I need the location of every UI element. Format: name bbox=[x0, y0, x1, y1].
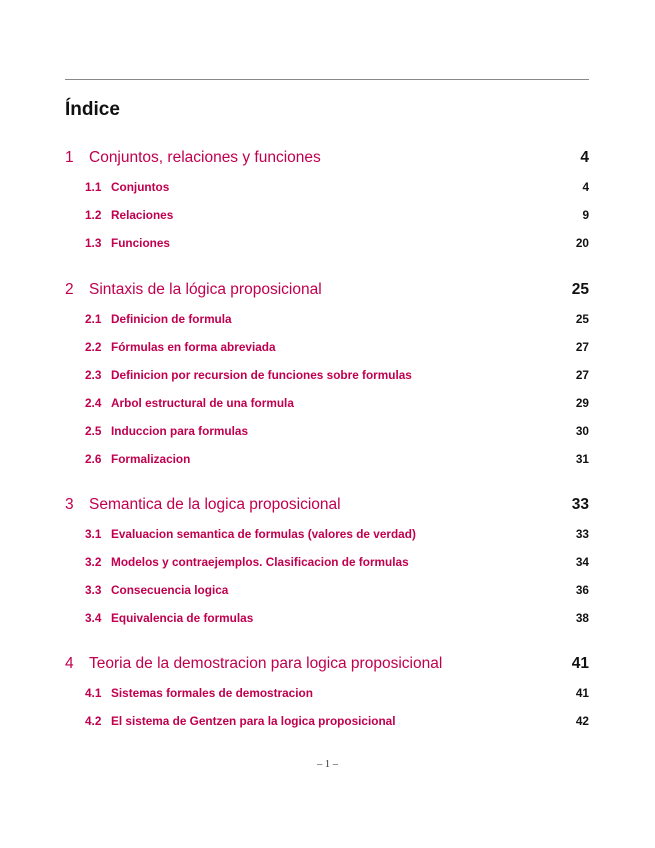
section-number: 3.2 bbox=[85, 555, 102, 569]
toc-section-entry[interactable] bbox=[65, 611, 589, 625]
toc-chapter-entry[interactable] bbox=[65, 149, 589, 167]
toc-section-entry[interactable] bbox=[65, 424, 589, 438]
toc-section-entry[interactable] bbox=[65, 555, 589, 569]
chapter-page: 4 bbox=[580, 149, 589, 166]
section-page: 31 bbox=[575, 452, 589, 466]
section-number: 2.4 bbox=[85, 396, 102, 410]
page-title: Índice bbox=[65, 99, 120, 120]
toc-chapter-entry[interactable] bbox=[65, 281, 589, 299]
section-page: 42 bbox=[575, 714, 589, 728]
section-page: 27 bbox=[575, 340, 589, 354]
section-page: 9 bbox=[582, 208, 589, 222]
chapter-number: 2 bbox=[65, 281, 74, 298]
toc-section-entry[interactable] bbox=[65, 312, 589, 326]
section-title: Relaciones bbox=[111, 208, 174, 222]
section-page: 4 bbox=[582, 180, 589, 194]
toc-section-entry[interactable] bbox=[65, 368, 589, 382]
chapter-page: 41 bbox=[571, 655, 589, 672]
toc-section-entry[interactable] bbox=[65, 686, 589, 700]
section-title: Formalizacion bbox=[111, 452, 191, 466]
chapter-page: 25 bbox=[571, 281, 589, 298]
page-number: – 1 – bbox=[317, 759, 338, 770]
section-page: 30 bbox=[575, 424, 589, 438]
section-title: Definicion de formula bbox=[111, 312, 232, 326]
chapter-number: 1 bbox=[65, 149, 74, 166]
chapter-title: Conjuntos, relaciones y funciones bbox=[89, 149, 321, 166]
section-page: 20 bbox=[575, 236, 589, 250]
section-page: 27 bbox=[575, 368, 589, 382]
section-page: 34 bbox=[575, 555, 589, 569]
toc-section-entry[interactable] bbox=[65, 452, 589, 466]
section-page: 25 bbox=[575, 312, 589, 326]
section-page: 38 bbox=[575, 611, 589, 625]
section-title: Induccion para formulas bbox=[111, 424, 249, 438]
section-number: 3.1 bbox=[85, 527, 102, 541]
section-number: 3.4 bbox=[85, 611, 102, 625]
toc-chapter-entry[interactable] bbox=[65, 496, 589, 514]
toc-section-entry[interactable] bbox=[65, 236, 589, 250]
section-number: 1.3 bbox=[85, 236, 102, 250]
section-number: 2.2 bbox=[85, 340, 102, 354]
toc-section-entry[interactable] bbox=[65, 340, 589, 354]
section-number: 2.1 bbox=[85, 312, 102, 326]
section-title: Consecuencia logica bbox=[111, 583, 229, 597]
section-title: Sistemas formales de demostracion bbox=[111, 686, 313, 700]
section-title: Equivalencia de formulas bbox=[111, 611, 254, 625]
top-rule bbox=[65, 79, 589, 80]
chapter-title: Sintaxis de la lógica proposicional bbox=[89, 281, 322, 298]
section-title: Arbol estructural de una formula bbox=[111, 396, 294, 410]
toc-chapter-entry[interactable] bbox=[65, 655, 589, 673]
chapter-title: Semantica de la logica proposicional bbox=[89, 496, 341, 513]
section-title: El sistema de Gentzen para la logica proposicional bbox=[111, 714, 396, 728]
section-title: Funciones bbox=[111, 236, 170, 250]
section-number: 4.1 bbox=[85, 686, 102, 700]
section-title: Definicion por recursion de funciones sobre formulas bbox=[111, 368, 412, 382]
chapter-number: 3 bbox=[65, 496, 74, 513]
section-number: 2.5 bbox=[85, 424, 102, 438]
section-title: Modelos y contraejemplos. Clasificacion de formulas bbox=[111, 555, 409, 569]
section-number: 1.1 bbox=[85, 180, 102, 194]
section-page: 41 bbox=[575, 686, 589, 700]
toc-section-entry[interactable] bbox=[65, 208, 589, 222]
section-page: 29 bbox=[575, 396, 589, 410]
toc-section-entry[interactable] bbox=[65, 583, 589, 597]
toc-section-entry[interactable] bbox=[65, 396, 589, 410]
chapter-title: Teoria de la demostracion para logica proposicional bbox=[89, 655, 443, 672]
section-title: Evaluacion semantica de formulas (valores de verdad) bbox=[111, 527, 416, 541]
section-title: Fórmulas en forma abreviada bbox=[111, 340, 276, 354]
toc-section-entry[interactable] bbox=[65, 180, 589, 194]
section-number: 3.3 bbox=[85, 583, 102, 597]
section-number: 2.3 bbox=[85, 368, 102, 382]
section-number: 4.2 bbox=[85, 714, 102, 728]
toc-section-entry[interactable] bbox=[65, 527, 589, 541]
section-page: 36 bbox=[575, 583, 589, 597]
section-page: 33 bbox=[575, 527, 589, 541]
chapter-number: 4 bbox=[65, 655, 74, 672]
section-number: 2.6 bbox=[85, 452, 102, 466]
section-number: 1.2 bbox=[85, 208, 102, 222]
section-title: Conjuntos bbox=[111, 180, 170, 194]
chapter-page: 33 bbox=[571, 496, 589, 513]
toc-section-entry[interactable] bbox=[65, 714, 589, 728]
